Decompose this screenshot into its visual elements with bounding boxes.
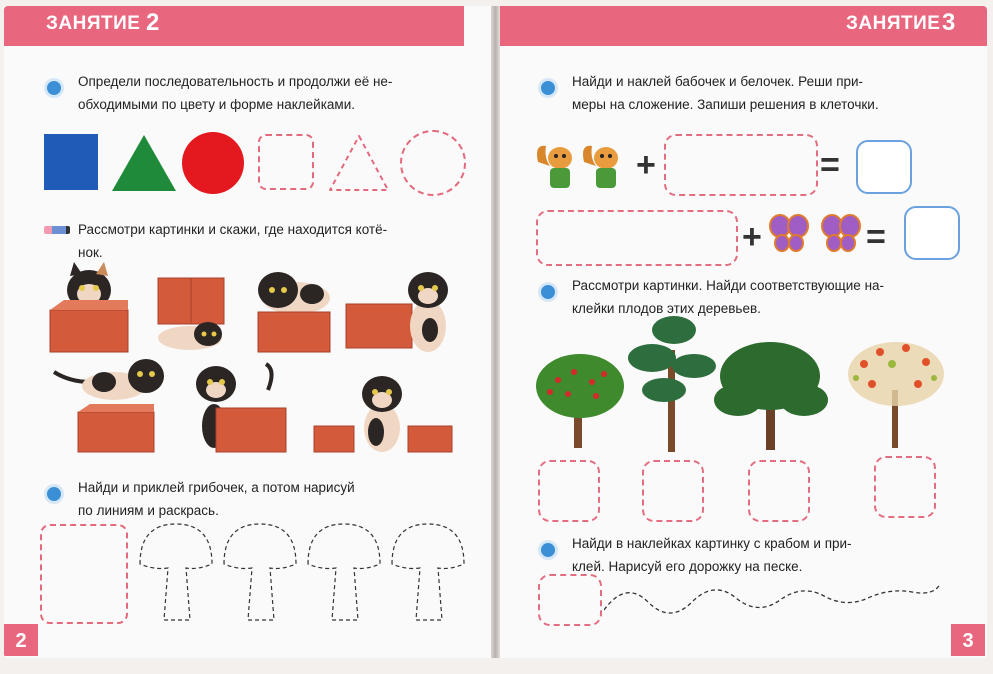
banner-scallop-left	[4, 44, 464, 52]
fruit-sticker-slot-1[interactable]	[538, 460, 600, 522]
task-1-line-1: Определи последовательность и продолжи её не-	[78, 74, 393, 89]
green-triangle-shape	[110, 133, 178, 193]
lesson-number: 2	[146, 9, 160, 36]
task-bullet-icon	[538, 78, 558, 98]
cat-under-box-image	[150, 274, 236, 354]
task-3-line-1: Найди и приклей грибочек, а потом нарисуй	[78, 480, 355, 495]
task-3-line-1: Найди в наклейках картинку с крабом и при-	[572, 536, 852, 551]
lesson-number: 3	[942, 9, 956, 36]
fruit-sticker-slot-4[interactable]	[874, 456, 936, 518]
squirrels-image	[534, 140, 632, 192]
task-2-text	[78, 218, 478, 264]
pencil-icon	[44, 226, 70, 234]
task-1-line-2: обходимыми по цвету и форме наклейками.	[78, 97, 355, 112]
answer-box-1[interactable]	[856, 140, 912, 194]
task-3-text	[572, 532, 972, 578]
task-bullet-icon	[538, 540, 558, 560]
book-spine	[491, 6, 500, 658]
mushroom-tracing-outlines[interactable]	[132, 520, 472, 628]
right-page	[500, 6, 987, 658]
cat-in-box-image	[44, 262, 134, 354]
task-2-line-2: нок.	[78, 245, 103, 260]
crab-sticker-slot[interactable]	[538, 574, 602, 626]
page-number-left: 2	[4, 624, 38, 656]
task-bullet-icon	[44, 484, 64, 504]
task-bullet-icon	[44, 78, 64, 98]
task-1-text	[78, 70, 478, 116]
rowan-tree-image	[844, 334, 948, 450]
sticker-square-slot[interactable]	[258, 134, 314, 190]
fruit-sticker-slot-2[interactable]	[642, 460, 704, 522]
lesson-label: ЗАНЯТИЕ	[46, 13, 141, 34]
task-2-line-1: Рассмотри картинки и скажи, где находится котё-	[78, 222, 388, 237]
apple-tree-image	[534, 346, 628, 450]
cat-on-box-image	[250, 264, 338, 354]
equals-sign: =	[866, 218, 886, 256]
cat-between-boxes-image	[310, 372, 460, 456]
fruit-sticker-slot-3[interactable]	[748, 460, 810, 522]
butterfly-sticker-slot[interactable]	[536, 210, 738, 266]
oak-tree-image	[712, 336, 830, 452]
crab-path-tracing-line[interactable]	[604, 574, 944, 628]
red-circle-shape	[182, 132, 244, 194]
plus-sign: +	[636, 146, 656, 184]
task-2-line-2: клейки плодов этих деревьев.	[572, 301, 761, 316]
pine-tree-image	[624, 310, 720, 454]
task-3-text	[78, 476, 478, 522]
cat-beside-box-image	[344, 268, 452, 356]
task-1-line-2: меры на сложение. Запиши решения в клеточки.	[572, 97, 879, 112]
cat-jumping-over-box-image	[50, 352, 172, 454]
squirrel-sticker-slot[interactable]	[664, 134, 818, 196]
equals-sign: =	[820, 146, 840, 184]
lesson-label: ЗАНЯТИЕ	[846, 13, 941, 34]
sticker-triangle-slot[interactable]	[326, 132, 392, 194]
sticker-circle-slot[interactable]	[400, 130, 466, 196]
butterflies-image	[768, 210, 864, 256]
page-number-right: 3	[951, 624, 985, 656]
left-page	[4, 6, 491, 658]
blue-square-shape	[44, 134, 98, 190]
answer-box-2[interactable]	[904, 206, 960, 260]
task-1-line-1: Найди и наклей бабочек и белочек. Реши при-	[572, 74, 864, 89]
cat-behind-box-image	[190, 360, 290, 454]
mushroom-sticker-slot[interactable]	[40, 524, 128, 624]
task-1-text	[572, 70, 972, 116]
task-3-line-2: по линиям и раскрась.	[78, 503, 219, 518]
task-2-line-1: Рассмотри картинки. Найди соответствующие на-	[572, 278, 885, 293]
plus-sign: +	[742, 218, 762, 256]
task-bullet-icon	[538, 282, 558, 302]
task-3-line-2: клей. Нарисуй его дорожку на песке.	[572, 559, 803, 574]
